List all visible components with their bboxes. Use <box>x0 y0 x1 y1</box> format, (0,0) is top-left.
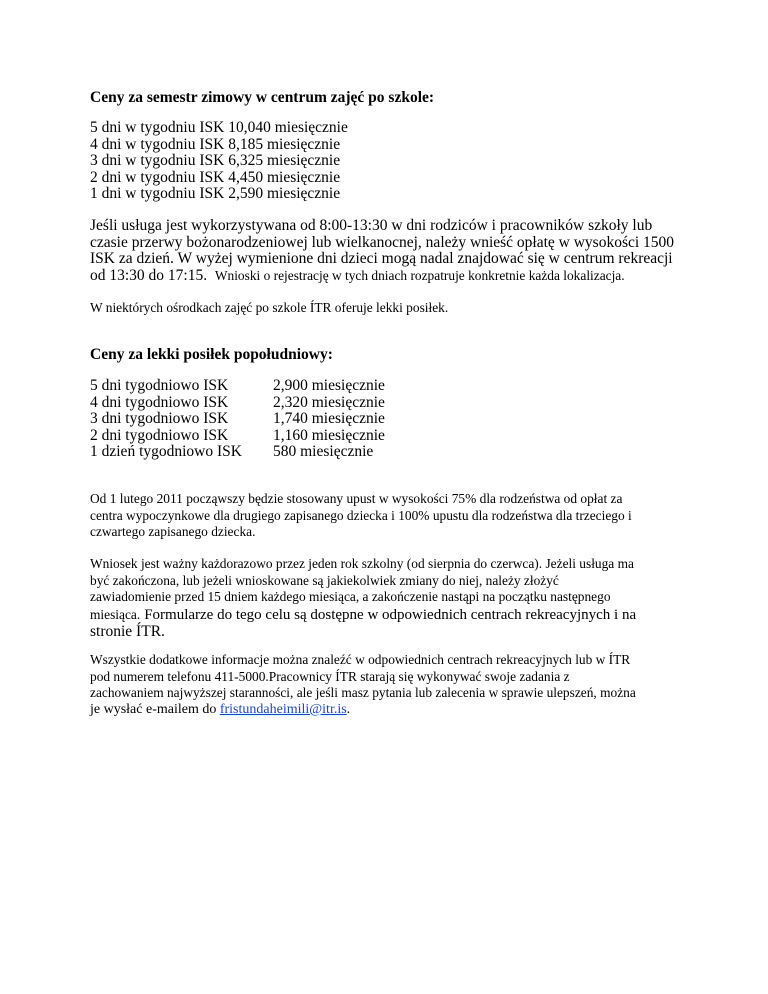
winter-price-5-days: 5 dni w tygodniu ISK 10,040 miesięcznie <box>90 119 348 136</box>
application-forms-note: Formularze do tego celu są dostępne w odpowiednich centrach rekreacyjnych i na <box>144 606 637 623</box>
contact-email-intro: je wysłać e-mailem do <box>90 701 217 717</box>
application-line-1: Wniosek jest ważny każdorazowo przez jeden rok szkolny (od sierpnia do czerwca). Jeżeli usługa ma <box>90 556 634 571</box>
snack-prices-heading: Ceny za lekki posiłek popołudniowy: <box>90 346 333 363</box>
holiday-fee-line-4 <box>90 268 690 285</box>
snack-price: 1,740 miesięcznie <box>273 410 385 427</box>
snack-price: 2,900 miesięcznie <box>273 377 385 394</box>
sibling-discount-paragraph <box>90 491 690 541</box>
application-validity-paragraph <box>90 556 690 640</box>
snack-days: 5 dni tygodniowo ISK <box>90 377 229 394</box>
application-line-5: stronie ÍTR. <box>90 622 165 640</box>
contact-line-3: zachowaniem najwyższej staranności, ale jeśli masz pytania lub zalecenia w sprawie ulepszeń, można <box>90 685 636 700</box>
holiday-fee-paragraph <box>90 218 690 284</box>
sibling-discount-line-2: centra wypoczynkowe dla drugiego zapisanego dziecka i 100% upustu dla rodzeństwa dla trzeciego i <box>90 507 632 523</box>
contact-line-2: pod numerem telefonu 411-5000.Pracownicy ÍTR starają się wykonywać swoje zadania z <box>90 668 570 684</box>
winter-price-4-days: 4 dni w tygodniu ISK 8,185 miesięcznie <box>90 135 341 153</box>
winter-prices-heading: Ceny za semestr zimowy w centrum zajęć po szkole: <box>90 89 435 106</box>
snack-price: 580 miesięcznie <box>273 443 374 460</box>
light-meal-note: W niektórych ośrodkach zajęć po szkole ÍTR oferuje lekki posiłek. <box>90 300 449 315</box>
application-line-2: być zakończona, lub jeżeli wnioskowane są jakiekolwiek zmiany do niej, należy złożyć <box>90 572 559 588</box>
winter-price-1-day: 1 dni w tygodniu ISK 2,590 miesięcznie <box>90 185 341 202</box>
snack-days: 2 dni tygodniowo ISK <box>90 426 229 444</box>
application-line-3: zawiadomienie przed 15 dniem każdego miesiąca, a zakończenie nastąpi na początku następnego <box>90 589 611 604</box>
winter-price-2-days: 2 dni w tygodniu ISK 4,450 miesięcznie <box>90 168 341 186</box>
application-line-4 <box>90 606 690 624</box>
contact-line-4 <box>90 702 690 719</box>
contact-email-link[interactable]: fristundaheimili@itr.is <box>219 701 347 717</box>
holiday-fee-line-1: Jeśli usługa jest wykorzystywana od 8:00-13:30 w dni rodziców i pracowników szkoły lub <box>90 217 653 234</box>
sibling-discount-line-1: Od 1 lutego 2011 począwszy będzie stosowany upust w wysokości 75% dla rodzeństwa od opłat za <box>90 491 623 506</box>
snack-price: 1,160 miesięcznie <box>273 426 385 444</box>
contact-email-period: . <box>346 701 351 717</box>
winter-price-3-days: 3 dni w tygodniu ISK 6,325 miesięcznie <box>90 152 341 169</box>
holiday-fee-line-3: ISK za dzień. W wyżej wymienione dni dzieci mogą nadal znajdować się w centrum rekreacji <box>90 250 673 267</box>
holiday-fee-hours: od 13:30 do 17:15. <box>90 266 208 284</box>
contact-paragraph <box>90 652 690 718</box>
snack-days: 1 dzień tygodniowo ISK <box>90 443 242 460</box>
holiday-fee-registration-note: Wnioski o rejestrację w tych dniach rozpatruje konkretnie każda lokalizacja. <box>214 267 625 283</box>
sibling-discount-line-3: czwartego zapisanego dziecka. <box>90 524 256 539</box>
application-month-word: miesiąca. <box>90 606 141 622</box>
snack-days: 3 dni tygodniowo ISK <box>90 410 229 427</box>
contact-line-1: Wszystkie dodatkowe informacje można znaleźć w odpowiednich centrach rekreacyjnych lub w ÍTR <box>90 652 631 667</box>
snack-price: 2,320 miesięcznie <box>273 393 385 411</box>
holiday-fee-line-2: czasie przerwy bożonarodzeniowej lub wielkanocnej, należy wnieść opłatę w wysokości 1500 <box>90 233 675 251</box>
snack-days: 4 dni tygodniowo ISK <box>90 393 229 411</box>
